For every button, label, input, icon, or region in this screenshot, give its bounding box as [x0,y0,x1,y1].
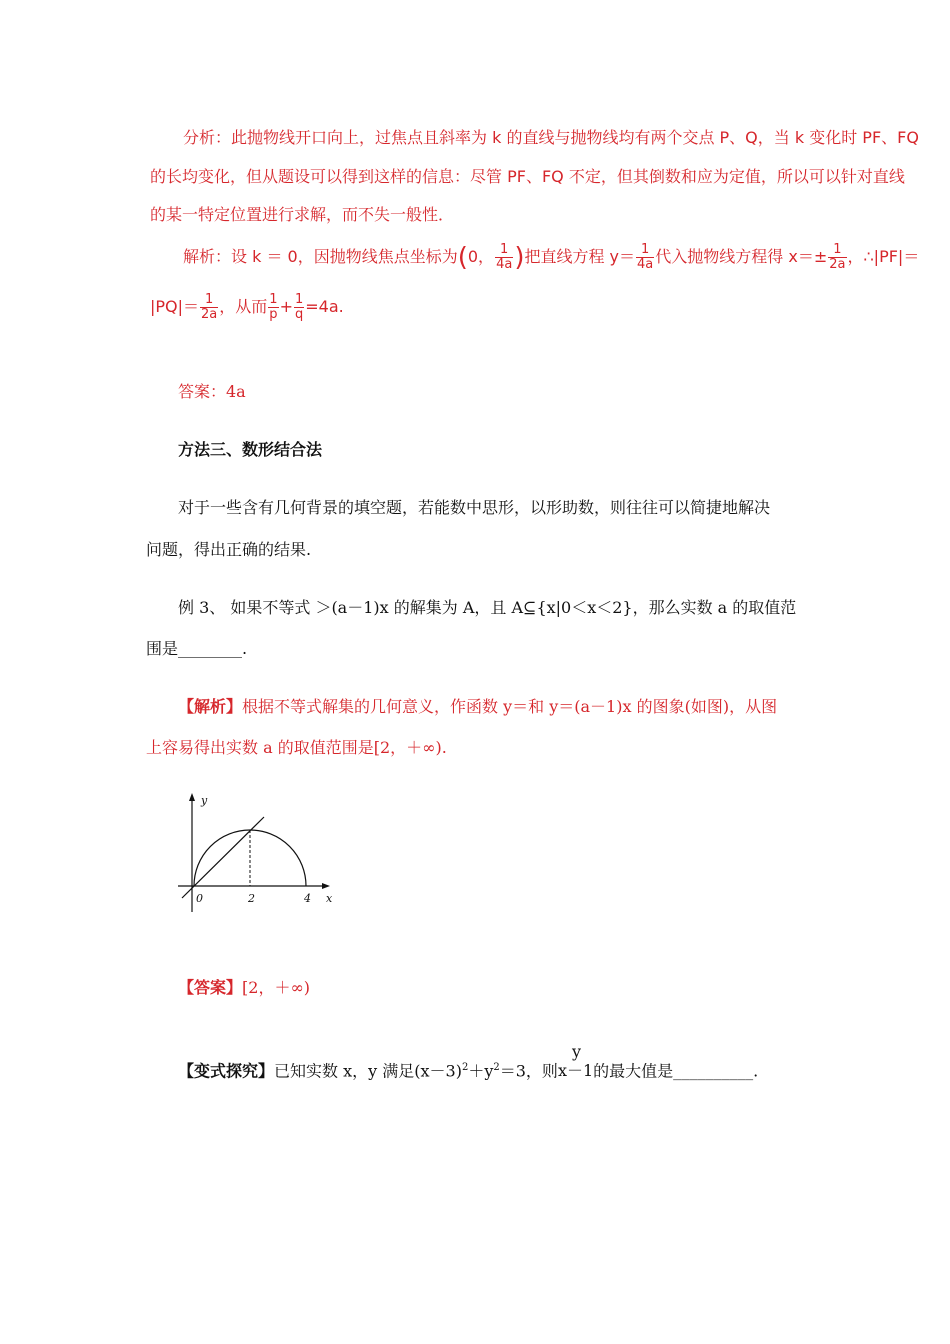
fraction-1-2a: $\frac{1}{2a}$ [829,242,846,272]
example-3-line-2: 围是________. [146,639,248,658]
tick-label-2: 2 [248,892,255,905]
fraction-1-2a-b: $\frac{1}{2a}$ [201,292,218,322]
variant-text-d: 的最大值是__________. [593,1061,759,1081]
point-x: 0， [467,247,495,266]
variant-frac-num: y [571,1042,581,1062]
method-3-heading: 方法三、数形结合法 [178,440,323,459]
paren-left: ( [457,242,468,273]
solution-text-3: 代入抛物线方程得 x＝± [655,247,828,266]
method-3-body-line-2: 问题，得出正确的结果. [146,540,312,559]
fraction-1-q: $\frac{1}{q}$ [294,292,304,322]
analysis-line-1: 分析：此抛物线开口向上，过焦点且斜率为 k 的直线与抛物线均有两个交点 P、Q，当 k 变化时 PF、FQ [183,128,919,147]
function-graph [170,790,340,920]
fraction-1-4a: $\frac{1}{4a}$ [496,242,513,272]
jiexi-tag: 【解析】 [178,697,243,716]
jiexi-line-2: 上容易得出实数 a 的取值范围是[2，＋∞). [146,738,447,757]
y-axis-label: y [201,794,208,807]
jiexi-line-1 [178,697,777,717]
variant-frac-den: x－1 [557,1061,594,1081]
variant-text-c: ＝3，则 [499,1061,558,1081]
solution-text-6: ，从而 [219,297,268,316]
analysis-line-2: 的长均变化，但从题设可以得到这样的信息：尽管 PF、FQ 不定，但其倒数和应为定值，所以可以针对直线 [150,167,905,186]
solution-text-2: 把直线方程 y＝ [524,247,636,266]
solution-text-4: ，∴|PF|＝ [847,247,920,266]
paren-right: ) [514,242,525,273]
method-3-body-line-1: 对于一些含有几何背景的填空题，若能数中思形，以形助数，则往往可以简捷地解决 [178,498,771,517]
answer-2-value: [2，＋∞) [242,978,311,997]
jiexi-text-1: 根据不等式解集的几何意义，作函数 y＝和 y＝(a－1)x 的图象(如图)，从图 [242,697,778,716]
tick-label-4: 4 [304,892,311,905]
answer-2 [178,978,310,998]
answer-2-tag: 【答案】 [178,978,243,997]
fraction-1-4a-b: $\frac{1}{4a}$ [637,242,654,272]
solution-text-7: =4a. [305,297,344,316]
variant-tag: 【变式探究】 [178,1061,275,1081]
solution-line-1 [183,243,919,272]
x-axis-label: x [326,892,333,905]
variant-question [178,1042,759,1081]
analysis-line-3: 的某一特定位置进行求解，而不失一般性． [150,205,455,224]
solution-text-1: 解析：设 k ＝ 0，因抛物线焦点坐标为 [183,247,458,266]
variant-sup-1: 2 [461,1062,469,1073]
fraction-1-p: $\frac{1}{p}$ [269,292,278,322]
x-axis-arrow [322,883,330,889]
origin-label: 0 [196,892,203,905]
variant-text-a: 已知实数 x，y 满足(x－3) [274,1061,462,1081]
answer-1: 答案：4a [178,382,246,401]
variant-sup-2: 2 [493,1062,500,1073]
plus-sign: + [279,297,293,316]
variant-fraction [557,1042,594,1081]
variant-text-b: ＋y [468,1061,494,1081]
example-3-line-1: 例 3、 如果不等式 ＞(a－1)x 的解集为 A，且 A⊆{x|0＜x＜2}，那么实数 a 的取值范 [178,598,797,617]
solution-line-2 [150,293,344,322]
solution-text-5: |PQ|＝ [150,297,200,316]
y-axis-arrow [189,793,195,801]
